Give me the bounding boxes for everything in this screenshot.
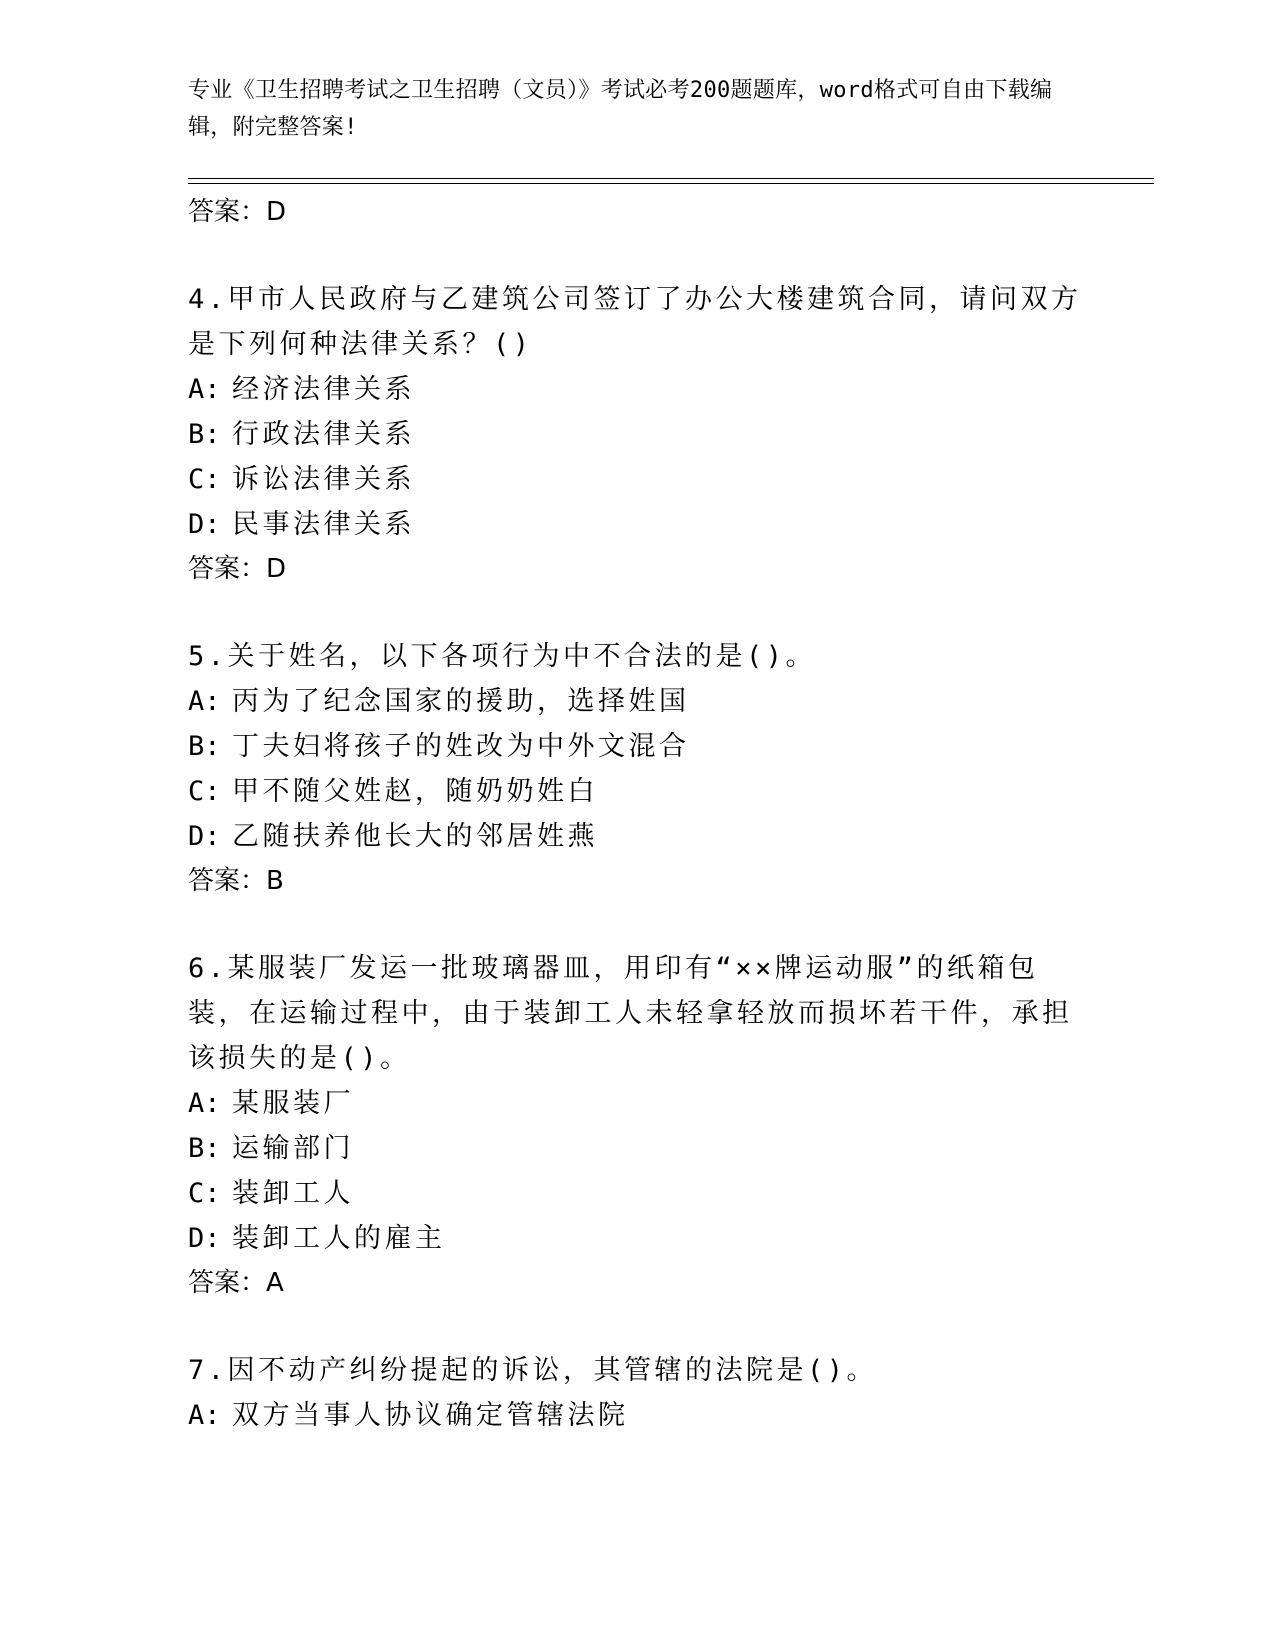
option-letter: B: [188, 419, 221, 450]
header-rule-bottom [188, 183, 1154, 184]
option-letter: C: [188, 776, 221, 807]
question-block [188, 946, 1088, 1306]
question-text: 4.甲市人民政府与乙建筑公司签订了办公大楼建筑合同，请问双方是下列何种法律关系？() [188, 284, 1082, 360]
option-text: 丁夫妇将孩子的姓改为中外文混合 [232, 731, 690, 762]
answer-label: 答案：A [188, 1268, 284, 1298]
document-body [188, 190, 1088, 1438]
option-letter: D: [188, 821, 221, 852]
option-text: 装卸工人 [232, 1178, 354, 1209]
option-text: 民事法律关系 [232, 509, 415, 540]
answer-label: 答案：D [188, 197, 287, 227]
answer-label: 答案：B [188, 866, 284, 896]
question-block [188, 1348, 1088, 1438]
option-text: 运输部门 [232, 1133, 354, 1164]
option-letter: C: [188, 464, 221, 495]
option-row [188, 1081, 1088, 1126]
option-row [188, 1216, 1088, 1261]
option-row [188, 1126, 1088, 1171]
option-text: 丙为了纪念国家的援助，选择姓国 [232, 686, 690, 717]
option-row [188, 502, 1088, 547]
question-block [188, 634, 1088, 904]
header-rule-top [188, 178, 1154, 179]
option-letter: A: [188, 686, 221, 717]
option-letter: B: [188, 731, 221, 762]
option-text: 甲不随父姓赵，随奶奶姓白 [232, 776, 598, 807]
option-text: 某服装厂 [232, 1088, 354, 1119]
option-row [188, 724, 1088, 769]
option-text: 装卸工人的雇主 [232, 1223, 446, 1254]
option-letter: D: [188, 509, 221, 540]
question-text: 5.关于姓名，以下各项行为中不合法的是()。 [188, 641, 817, 672]
option-row [188, 367, 1088, 412]
option-row [188, 412, 1088, 457]
document-header: 专业《卫生招聘考试之卫生招聘（文员）》考试必考200题题库，word格式可自由下载编辑，附完整答案! [188, 78, 1053, 140]
question-text: 7.因不动产纠纷提起的诉讼，其管辖的法院是()。 [188, 1355, 878, 1386]
option-text: 乙随扶养他长大的邻居姓燕 [232, 821, 598, 852]
option-text: 行政法律关系 [232, 419, 415, 450]
option-row [188, 1393, 1088, 1438]
option-text: 双方当事人协议确定管辖法院 [232, 1400, 629, 1431]
option-letter: A: [188, 374, 221, 405]
option-letter: C: [188, 1178, 221, 1209]
option-row [188, 1171, 1088, 1216]
option-letter: A: [188, 1400, 221, 1431]
question-list [188, 277, 1088, 1438]
option-row [188, 679, 1088, 724]
option-letter: B: [188, 1133, 221, 1164]
option-text: 诉讼法律关系 [232, 464, 415, 495]
option-text: 经济法律关系 [232, 374, 415, 405]
question-text: 6.某服装厂发运一批玻璃器皿，用印有“××牌运动服”的纸箱包装，在运输过程中，由于装卸工人未轻拿轻放而损坏若干件，承担该损失的是()。 [188, 953, 1073, 1074]
answer-label: 答案：D [188, 554, 287, 584]
option-letter: D: [188, 1223, 221, 1254]
question-block [188, 277, 1088, 592]
option-row [188, 814, 1088, 859]
option-row [188, 457, 1088, 502]
option-row [188, 769, 1088, 814]
option-letter: A: [188, 1088, 221, 1119]
